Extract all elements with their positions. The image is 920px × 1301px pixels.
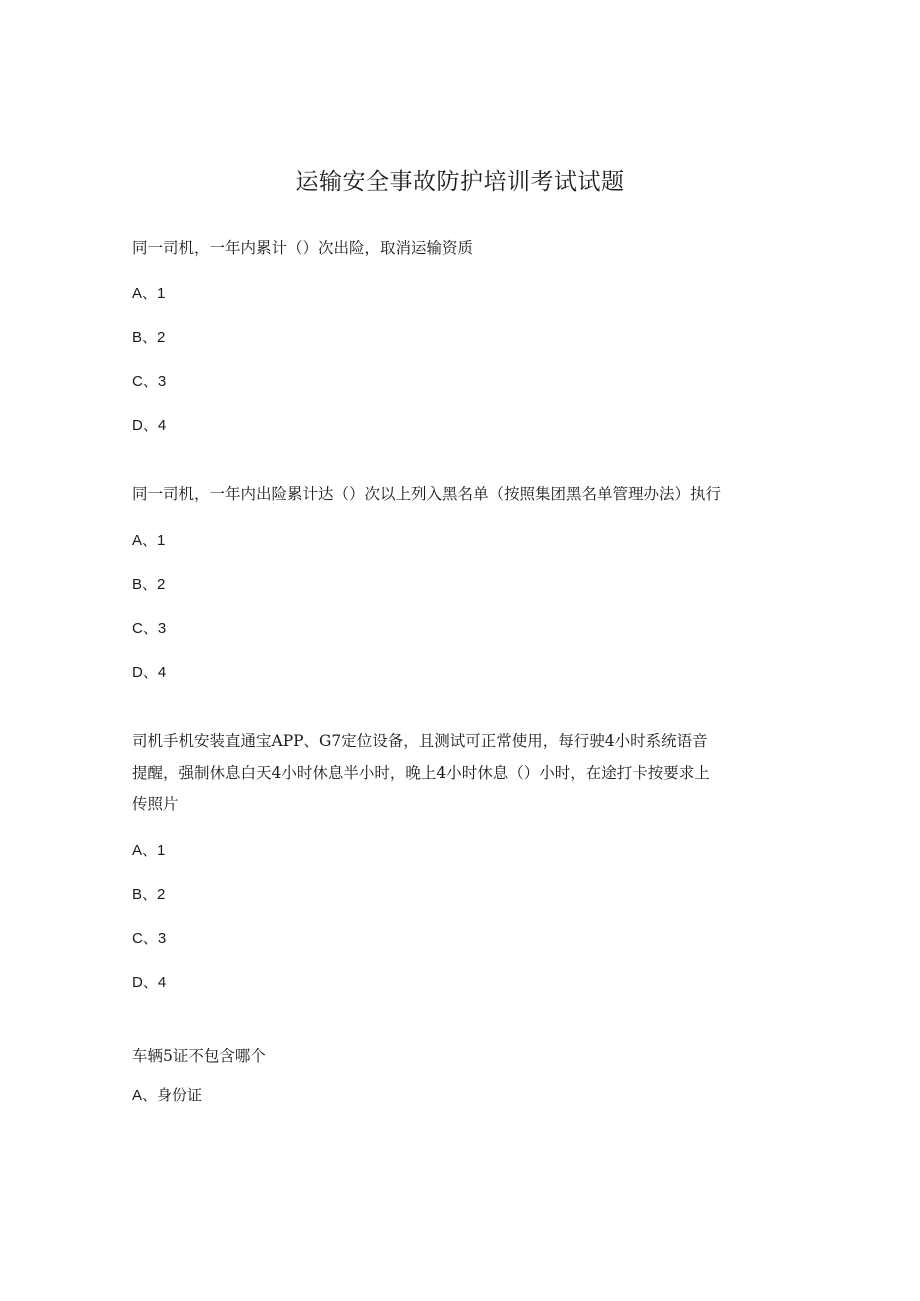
- question-2-option-a: A、1: [132, 532, 166, 549]
- question-3-line-2: 提醒，强制休息白天4小时休息半小时，晚上4小时休息（）小时，在途打卡按要求上: [132, 764, 710, 782]
- question-4-option-a: A、身份证: [132, 1087, 203, 1104]
- question-3-option-b: B、2: [132, 886, 166, 903]
- page-title: 运输安全事故防护培训考试试题: [295, 169, 625, 195]
- question-3-option-d: D、4: [132, 974, 167, 991]
- question-3-option-c: C、3: [132, 930, 167, 947]
- question-2-option-c: C、3: [132, 620, 167, 637]
- question-1-option-b: B、2: [132, 329, 166, 346]
- question-4-text: 车辆5证不包含哪个: [132, 1047, 266, 1065]
- question-1-text: 同一司机，一年内累计（）次出险，取消运输资质: [132, 239, 474, 257]
- question-2-option-b: B、2: [132, 576, 166, 593]
- question-3-line-1: 司机手机安装直通宝APP、G7定位设备，且测试可正常使用，每行驶4小时系统语音: [132, 732, 708, 750]
- question-3-line-3: 传照片: [132, 795, 179, 813]
- question-1-option-d: D、4: [132, 417, 167, 434]
- question-3-option-a: A、1: [132, 842, 166, 859]
- question-2-text: 同一司机，一年内出险累计达（）次以上列入黑名单（按照集团黑名单管理办法）执行: [132, 485, 722, 503]
- question-1-option-c: C、3: [132, 373, 167, 390]
- question-2-option-d: D、4: [132, 664, 167, 681]
- question-1-option-a: A、1: [132, 285, 166, 302]
